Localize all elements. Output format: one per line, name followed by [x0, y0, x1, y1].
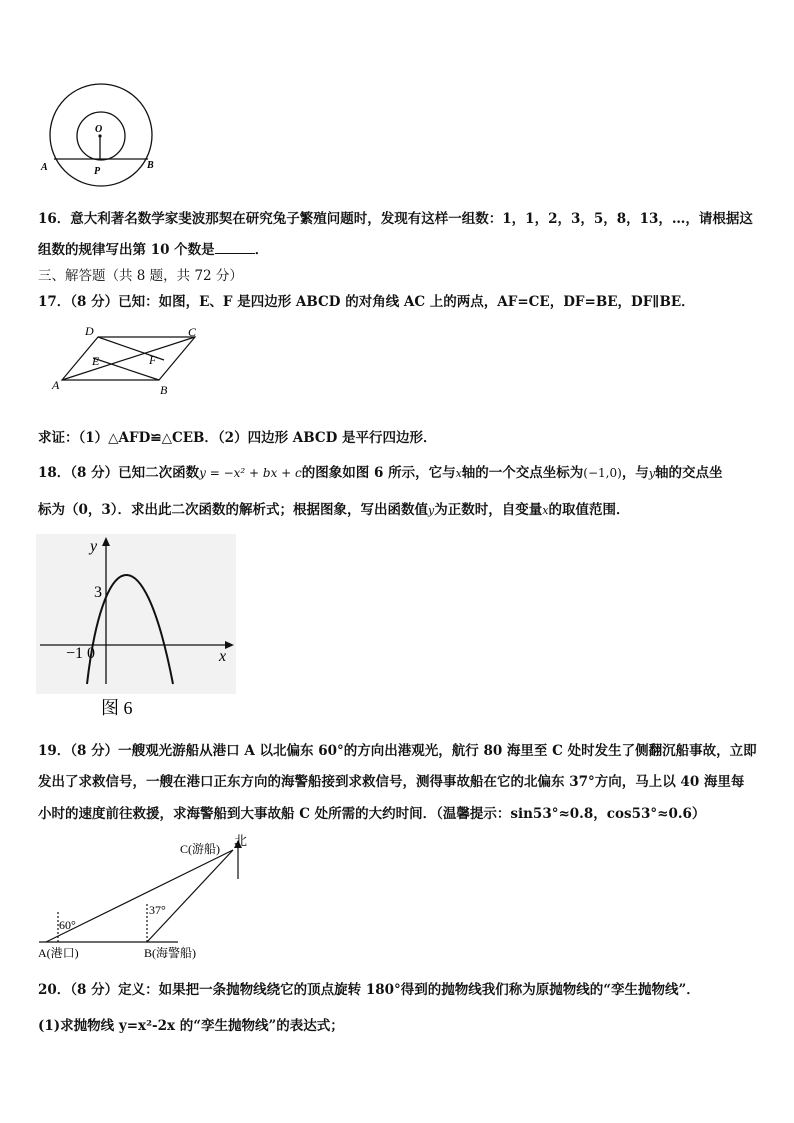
q18-text-f: 标为（0，3）．求出此二次函数的解析式；根据图象，写出函数值 [38, 502, 429, 518]
q16-line-2 [38, 238, 268, 258]
q19-line-3: 小时的速度前往救援，求海警船到大事故船 C 处所需的大约时间．（温馨提示：sin53°≈0.8，cos53°≈0.6） [38, 806, 706, 822]
angle-37: 37° [149, 903, 166, 917]
q18-point: (−1,0) [583, 466, 622, 480]
label-b: B [160, 383, 168, 397]
circle-figure [38, 82, 162, 194]
q18-text-a: 18．（8 分）已知二次函数 [38, 465, 200, 481]
q16-period: ． [254, 242, 269, 258]
q19-line-1: 19．（8 分）一艘观光游船从港口 A 以北偏东 60°的方向出港观光，航行 80 海里至 C 处时发生了侧翻沉船事故，立即 [38, 743, 757, 759]
label-f: F [149, 353, 157, 367]
q18-var-x: x [542, 504, 549, 517]
answer-blank [215, 241, 255, 254]
label-b: B [147, 160, 154, 171]
q16-text: 组数的规律写出第 10 个数是 [38, 242, 215, 258]
q18-line-1 [38, 461, 723, 481]
q20-line-1: 20．（8 分）定义：如果把一条抛物线绕它的顶点旋转 180°得到的抛物线我们称为原抛物线的“孪生抛物线”． [38, 982, 700, 998]
q17-prove: 求证：（1）△AFD≌△CEB．（2）四边形 ABCD 是平行四边形． [38, 430, 437, 446]
label-c: C [188, 325, 197, 339]
segment-bc [147, 850, 233, 942]
q18-text-g: 为正数时，自变量 [434, 502, 543, 518]
q17-stem: 17．（8 分）已知：如图，E、F 是四边形 ABCD 的对角线 AC 上的两点，AF=CE，DF=BE，DF∥BE． [38, 294, 695, 310]
section-heading: 三、解答题（共 8 题，共 72 分） [38, 268, 243, 284]
q18-formula: y = −x² + bx + c [199, 466, 302, 480]
y-axis-label: y [90, 538, 98, 555]
label-d: D [85, 324, 94, 338]
angle-60: 60° [59, 918, 76, 932]
label-c: C(游船) [180, 842, 220, 856]
navigation-figure [34, 828, 264, 964]
tick-3: 3 [94, 584, 102, 601]
q18-var-y: y [428, 504, 435, 517]
q18-axis-y: y [648, 467, 656, 480]
x-axis-label: x [219, 648, 227, 665]
label-p: P [94, 166, 101, 177]
label-a: A(港口) [38, 946, 79, 960]
label-e: E [92, 354, 100, 368]
q20-line-2: (1)求抛物线 y=x²-2x 的“孪生抛物线”的表达式； [38, 1018, 344, 1034]
label-a: A [41, 162, 48, 173]
figure-caption: 图 6 [101, 698, 133, 718]
label-o: O [95, 124, 103, 135]
q18-text-c: 轴的一个交点坐标为 [461, 465, 584, 481]
label-b: B(海警船) [144, 946, 196, 960]
q18-text-h: 的取值范围． [548, 502, 630, 518]
q18-text-e: 轴的交点坐 [655, 465, 723, 481]
quadrilateral-figure [48, 322, 208, 398]
label-a: A [52, 378, 60, 392]
parabola-figure [34, 534, 240, 720]
q18-axis-x: x [455, 467, 462, 480]
q19-line-2: 发出了求救信号，一艘在港口正东方向的海警船接到求救信号，测得事故船在它的北偏东 37°方向，马上以 40 海里每 [38, 774, 745, 790]
tick-neg1-0: −1 0 [66, 645, 96, 662]
figure-background [36, 534, 236, 694]
label-north: 北 [234, 833, 248, 848]
q18-text-b: 的图象如图 6 所示，它与 [301, 465, 456, 481]
q18-text-d: ，与 [621, 465, 649, 481]
q16-line-1: 16．意大利著名数学家斐波那契在研究兔子繁殖问题时，发现有这样一组数：1，1，2，3，5，8，13，…，请根据这 [38, 211, 753, 227]
diagonal-ac [62, 337, 195, 380]
q18-line-2 [38, 498, 629, 518]
